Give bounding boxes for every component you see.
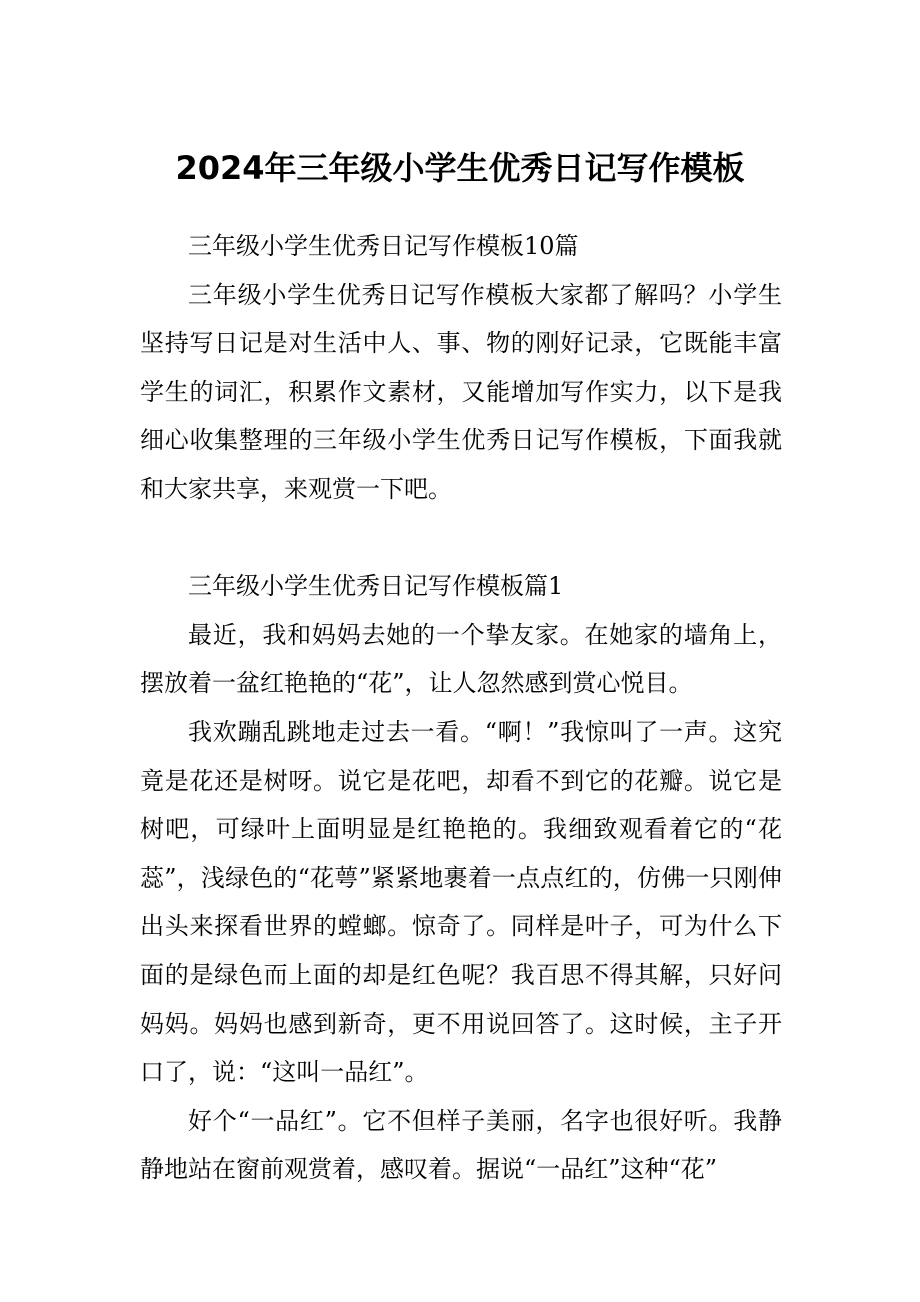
section-heading: 三年级小学生优秀日记写作模板篇1 — [188, 572, 564, 601]
document-title: 2024年三年级小学生优秀日记写作模板 — [175, 149, 745, 187]
body-paragraph: 最近，我和妈妈去她的一个挚友家。在她家的墙角上，摆放着一盆红艳艳的“花”，让人忽然感到赏心悦目。 — [140, 620, 782, 698]
document-body — [140, 222, 782, 1194]
blank-line — [140, 514, 782, 563]
body-paragraph: 好个“一品红”。它不但样子美丽，名字也很好听。我静静地站在窗前观赏着，感叹着。据说“一品红”这种“花” — [140, 1106, 782, 1184]
subtitle-paragraph: 三年级小学生优秀日记写作模板10篇 — [188, 232, 579, 260]
body-paragraph: 我欢蹦乱跳地走过去一看。“啊！”我惊叫了一声。这究竟是花还是树呀。说它是花吧，却看不到它的花瓣。说它是树吧，可绿叶上面明显是红艳艳的。我细致观看着它的“花蕊”，浅绿色的“花萼”紧紧地裹着一点点红的，仿佛一只刚伸出头来探看世界的螳螂。惊奇了。同样是叶子，可为什么下面的是绿色而上面的却是红色呢？我百思不得其解，只好问妈妈。妈妈也感到新奇，更不用说回答了。这时候，主子开口了，说：“这叫一品红”。 — [140, 717, 782, 1087]
intro-paragraph: 三年级小学生优秀日记写作模板大家都了解吗？小学生坚持写日记是对生活中人、事、物的刚好记录，它既能丰富学生的词汇，积累作文素材，又能增加写作实力，以下是我细心收集整理的三年级小学生优秀日记写作模板，下面我就和大家共享，来观赏一下吧。 — [140, 280, 782, 503]
